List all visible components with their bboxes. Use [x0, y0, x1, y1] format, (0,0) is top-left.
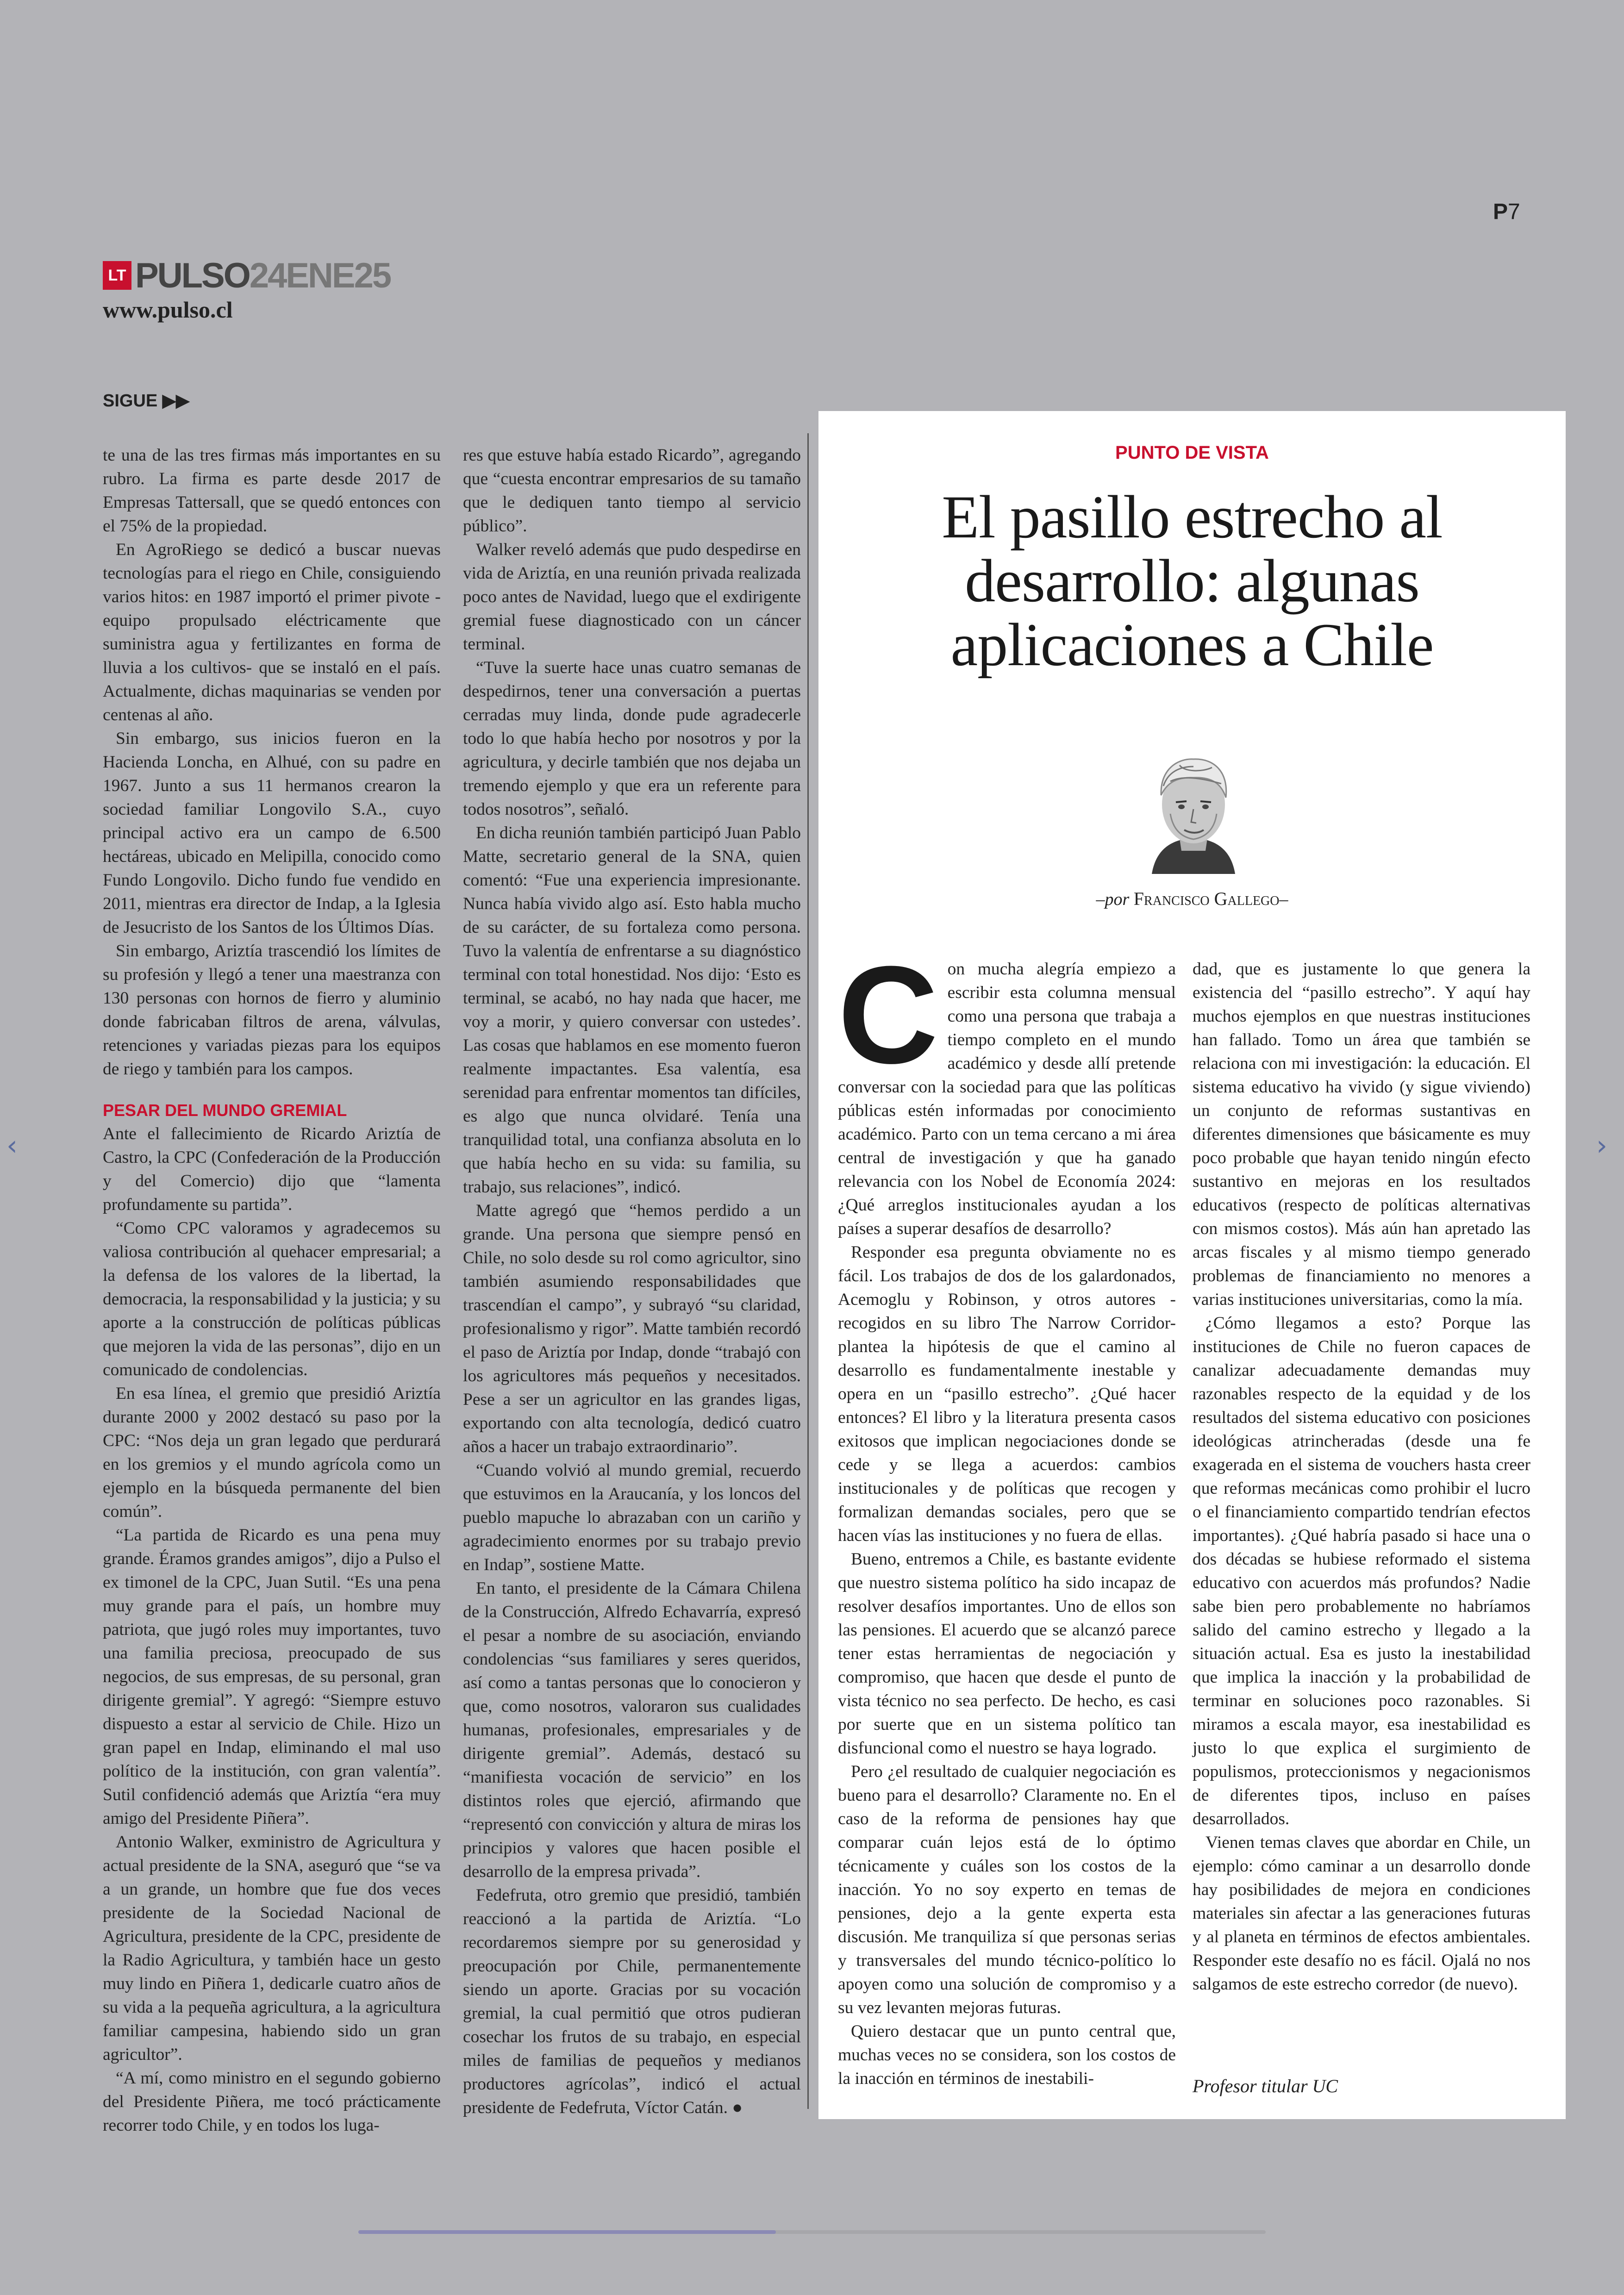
opinion-column-1 [838, 937, 1176, 2090]
byline: –por Francisco Gallego– [1096, 888, 1288, 909]
article-paragraph: En esa línea, el gremio que presidió Ariztía durante 2000 y 2002 destacó su paso por la CPC: “Nos deja un gran legado que perdurará en los gremios y el mundo agrícola como un ejemplo en la búsqueda permanente del bien común”. [103, 1384, 441, 1521]
article-paragraph: res que estuve había estado Ricardo”, agregando que “cuesta encontrar empresarios de su tamaño que le dediquen tanto tiempo al servicio público”. [463, 446, 801, 536]
edition-date: 24ENE25 [249, 256, 391, 295]
article-paragraph: “Cuando volvió al mundo gremial, recuerdo que estuvimos en la Araucanía, y los loncos del pueblo mapuche lo abrazaban con un cariño y agradecimiento enormes por su trabajo previo en Indap”, sostiene Matte. [463, 1461, 801, 1574]
author-name: Francisco Gallego [1133, 888, 1280, 909]
opinion-paragraph: Responder esa pregunta obviamente no es fácil. Los trabajos de dos de los galardonados, Acemoglu y Robinson, y otros autores -recogidos en su libro The Narrow Corridor- plantea la hipótesis de que el camino al desarrollo es fundamentalmente inestable y opera en un “pasillo estrecho”. ¿Qué hacer entonces? El libro y la literatura presenta casos exitosos que implican negociaciones donde se cede y se llega a acuerdos: cambios institucionales y de políticas que recogen y formalizan demandas sociales, pero que se hacen vías las instituciones y no fuera de ellas. [838, 1243, 1176, 1545]
article-paragraph: Sin embargo, Ariztía trascendió los límites de su profesión y llegó a tener una maestranza con 130 personas con hornos de fierro y aluminio donde fabricaban filtros de arena, válvulas, retenciones y variadas piezas para los equipos de riego y también para los campos. [103, 942, 441, 1079]
article-paragraph: “Tuve la suerte hace unas cuatro semanas de despedirnos, tener una conversación a puertas cerradas muy linda, donde pude agradecerle todo lo que había hecho por nosotros y por la agricultura, y decirle también que nos dejaba un tremendo ejemplo y que era un referente para todos nosotros”, señaló. [463, 658, 801, 819]
masthead [103, 257, 390, 294]
previous-page-chevron-left-icon[interactable]: ‹ [6, 1129, 18, 1162]
article-paragraph: Ante el fallecimiento de Ricardo Ariztía de Castro, la CPC (Confederación de la Producción y del Comercio) dijo que “lamenta profundamente su partida”. [103, 1124, 441, 1214]
continue-label: SIGUE ▶▶ [103, 391, 190, 411]
brand-name: PULSO [135, 256, 250, 295]
opinion-column-2 [1193, 957, 1530, 1996]
article-headline: El pasillo estrecho al desarrollo: algunas aplicaciones a Chile [942, 483, 1443, 679]
column-divider [807, 433, 809, 2109]
section-kicker: PUNTO DE VISTA [1115, 443, 1269, 463]
opinion-paragraph: Con mucha alegría empiezo a escribir esta columna mensual como una persona que trabaja a tiempo completo en el mundo académico y desde allí pretende conversar con la sociedad para que las políticas públicas estén informadas por conocimiento académico. Parto con un tema cercano a mi área central de investigación y que ha ganado relevancia con los Nobel de Economía 2024: ¿Qué arreglos institucionales ayudan a los países a superar desafíos de desarrollo? [838, 937, 1176, 1238]
author-signature-line: Profesor titular UC [1193, 2076, 1338, 2096]
article-paragraph: Fedefruta, otro gremio que presidió, también reaccionó a la partida de Ariztía. “Lo recordaremos siempre por su generosidad y preocupación por Chile, permanentemente siendo un aporte. Gracias por su vocación gremial, la cual permitió que otros pudieran cosechar los frutos de su trabajo, en especial miles de familias de pequeños y medianos productores agrícolas”, indicó el actual presidente de Fedefruta, Víctor Catán. ● [463, 1886, 801, 2117]
section-subhead: PESAR DEL MUNDO GREMIAL [103, 1101, 347, 1120]
article-paragraph: Sin embargo, sus inicios fueron en la Hacienda Loncha, en Alhué, con su padre en 1967. Junto a sus 11 hermanos crearon la sociedad familiar Longovilo S.A., cuyo principal activo era un campo de 6.500 hectáreas, ubicado en Melipilla, conocido como Fundo Longovilo. Dicho fundo fue vendido en 2011, mientras era director de Indap, a la Iglesia de Jesucristo de los Santos de los Últimos Días. [103, 729, 441, 937]
opinion-paragraph: Quiero destacar que un punto central que, muchas veces no se considera, son los costos de la inacción en términos de inestabili- [838, 2022, 1176, 2088]
drop-cap: C [838, 937, 938, 1092]
scrollbar-thumb[interactable] [358, 2230, 776, 2234]
author-portrait [1124, 740, 1263, 874]
article-paragraph: “Como CPC valoramos y agradecemos su valiosa contribución al quehacer empresarial; a la defensa de los valores de la libertad, la democracia, la responsabilidad y la justicia; y su aporte a la construcción de políticas públicas que mejoren la vida de las personas”, dijo en un comunicado de condolencias. [103, 1219, 441, 1379]
opinion-paragraph: Pero ¿el resultado de cualquier negociación es bueno para el desarrollo? Claramente no. En el caso de la reforma de pensiones hay que comparar cuán lejos está de lo óptimo técnicamente y cuáles son los costos de la inacción. Yo no soy experto en temas de pensiones, dejo a la gente experta esta discusión. Me tranquiliza sí que personas serias y transversales del mundo técnico-político lo apoyen como una solución de compromiso y a su vez levanten mejoras futuras. [838, 1762, 1176, 2017]
article-paragraph: En dicha reunión también participó Juan Pablo Matte, secretario general de la SNA, quien comentó: “Fue una experiencia impresionante. Nunca había vivido algo así. Esto habla mucho de su carácter, de su fortaleza como persona. Tuvo la valentía de enfrentarse a su diagnóstico terminal con total honestidad. Nos dijo: ‘Esto es terminal, se acabó, no hay nada que hacer, me voy a morir, y quiero conversar con ustedes’. Las cosas que hablamos en ese momento fueron realmente impactantes. Esa valentía, esa serenidad para enfrentar momentos tan difíciles, es algo que nunca olvidaré. Tenía una tranquilidad total, una confianza absoluta en lo que había hecho en su vida: su familia, su trabajo, sus relaciones”, indicó. [463, 823, 801, 1197]
article-paragraph: Antonio Walker, exministro de Agricultura y actual presidente de la SNA, aseguró que “se va a un grande, un hombre que fue dos veces presidente de la Sociedad Nacional de Agricultura, presidente de la CPC, presidente de la Radio Agricultura, y también hace un gesto muy lindo en Piñera 1, dedicarle cuatro años de su vida a la pequeña agricultura, a la agricultura familiar campesina, habiendo sido un gran agricultor”. [103, 1833, 441, 2064]
website-url: www.pulso.cl [103, 297, 233, 323]
article-paragraph: En tanto, el presidente de la Cámara Chilena de la Construcción, Alfredo Echavarría, expresó el pesar a nombre de su asociación, enviando condolencias “sus familiares y seres queridos, así como a tantas personas que lo conocieron y que, como nosotros, valoraron sus cualidades humanas, profesionales, empresariales y de dirigente gremial”. Además, destacó su “manifiesta vocación de servicio” en los distintos roles que ejerció, afirmando que “representó con convicción y altura de miras los principios y valores que hacen posible el desarrollo de la empresa privada”. [463, 1579, 801, 1881]
opinion-paragraph: Vienen temas claves que abordar en Chile, un ejemplo: cómo caminar a un desarrollo donde hay posibilidades de mejora en condiciones materiales sin afectar a las generaciones futuras y al planeta en términos de efectos ambientales. Responder este desafío no es fácil. Ojalá no nos salgamos de este estrecho corredor (de nuevo). [1193, 1833, 1530, 1994]
article-paragraph: “A mí, como ministro en el segundo gobierno del Presidente Piñera, me tocó prácticamente recorrer todo Chile, y en todos los luga- [103, 2069, 441, 2135]
la-tercera-logo: LT [103, 261, 131, 290]
article-paragraph: Matte agregó que “hemos perdido a un grande. Una persona que siempre pensó en Chile, no solo desde su rol como agricultor, sino también asumiendo responsabilidades que trascendían el campo”, y subrayó “su claridad, profesionalismo y rigor”. Matte también recordó el paso de Ariztía por Indap, donde “trabajó con los agricultores más pequeños y necesitados. Pese a ser un agricultor en las grandes ligas, exportando con alta tecnología, dedicó cuatro años a hacer un trabajo extraordinario”. [463, 1201, 801, 1456]
article-paragraph: Walker reveló además que pudo despedirse en vida de Ariztía, en una reunión privada realizada poco antes de Navidad, luego que el exdirigente gremial fuese diagnosticado con un cáncer terminal. [463, 540, 801, 654]
article-column-2 [463, 443, 801, 2120]
opinion-panel [818, 411, 1566, 2119]
next-page-chevron-right-icon[interactable]: › [1596, 1129, 1607, 1162]
opinion-paragraph: dad, que es justamente lo que genera la existencia del “pasillo estrecho”. Y aquí hay muchos ejemplos en que nuestras instituciones han fallado. Tomo un área que también se relaciona con mi investigación: la educación. El sistema educativo ha vivido (y sigue viviendo) un conjunto de reformas sustantivas en diferentes dimensiones que básicamente es muy poco probable que hayan tenido ningún efecto sustantivo en mejoras en los resultados educativos (respecto de políticas alternativas con mismos costos). Más aún han apretado las arcas fiscales y al mismo tiempo generado problemas de financiamiento no menores a varias instituciones universitarias, como la mía. [1193, 960, 1530, 1309]
page-number: P7 [1493, 200, 1520, 224]
opinion-paragraph: ¿Cómo llegamos a esto? Porque las instituciones de Chile no fueron capaces de canalizar adecuadamente demandas muy razonables respecto de la equidad y de los resultados del sistema educativo con posiciones ideológicas atrincheradas (desde una fe exagerada en el sistema de vouchers hasta creer que reformas mecánicas como prohibir el lucro o el financiamiento compartido tendrían efectos importantes). ¿Qué habría pasado si hace una o dos décadas se hubiese reformado el sistema educativo con acuerdos más profundos? Nadie sabe bien pero probablemente no habríamos salido del camino estrecho y llegado a la situación actual. Esa es justo la inestabilidad que implica la inacción y la probabilidad de terminar en soluciones poco razonables. Si miramos a escala mayor, esa inestabilidad es justo lo que explica el surgimiento de populismos, proteccionismos y negacionismos de diferentes tipos, incluso en países desarrollados. [1193, 1314, 1530, 1828]
article-column-1 [103, 443, 441, 2137]
article-paragraph: En AgroRiego se dedicó a buscar nuevas tecnologías para el riego en Chile, consiguiendo varios hitos: en 1987 importó el primer pivote -equipo propulsado eléctricamente que suministra agua y fertilizantes en forma de lluvia a los cultivos- que se instaló en el país. Actualmente, dichas maquinarias se venden por centenas al año. [103, 540, 441, 724]
article-paragraph: te una de las tres firmas más importantes en su rubro. La firma es parte desde 2017 de Empresas Tattersall, que se quedó entonces con el 75% de la propiedad. [103, 446, 441, 536]
opinion-paragraph: Bueno, entremos a Chile, es bastante evidente que nuestro sistema político ha sido incapaz de resolver desafíos importantes. Uno de ellos son las pensiones. El acuerdo que se alcanzó parece tener estas herramientas de negociación y compromiso, que hacen que desde el punto de vista técnico no sea perfecto. De hecho, es casi por suerte que en un sistema político tan disfuncional como el nuestro se haya logrado. [838, 1550, 1176, 1758]
end-mark-icon: ● [732, 2098, 743, 2117]
article-paragraph: “La partida de Ricardo es una pena muy grande. Éramos grandes amigos”, dijo a Pulso el ex timonel de la CPC, Juan Sutil. “Es una pena muy grande para el país, un hombre muy patriota, que jugó roles muy importantes, tuvo una familia preciosa, preocupado de sus negocios, de sus empresas, de su personal, gran dirigente gremial”. Y agregó: “Siempre estuvo dispuesto a estar al servicio de Chile. Hizo un gran papel en Indap, eliminando el mal uso político de la institución, con gran valentía”. Sutil confidenció además que Ariztía “era muy amigo del Presidente Piñera”. [103, 1526, 441, 1828]
